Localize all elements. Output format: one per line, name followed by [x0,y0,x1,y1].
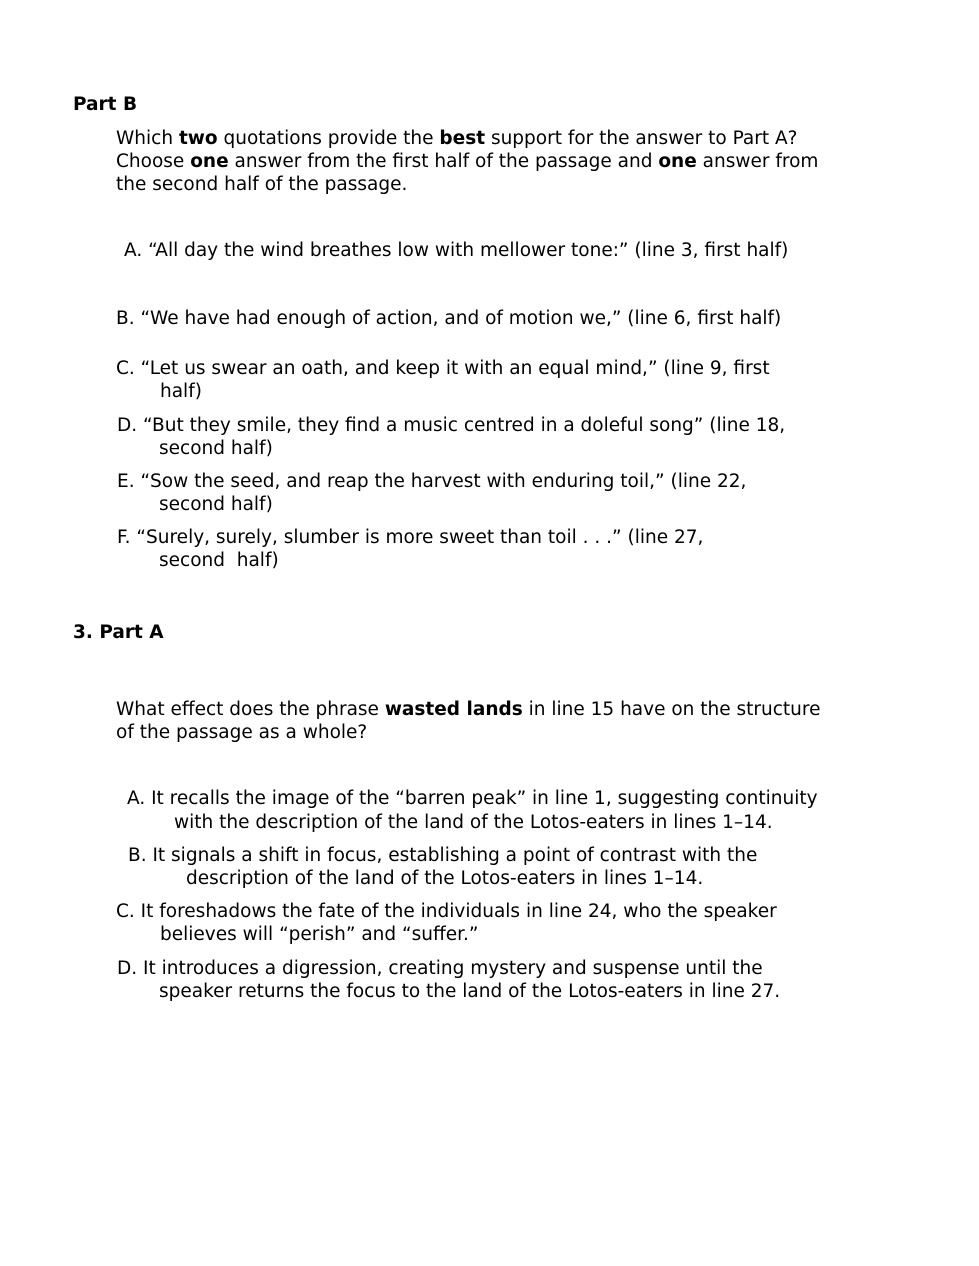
part-b-option-d-cont: second half) [159,438,273,459]
part-b-heading: Part B [73,94,138,115]
q3-option-d: D. It introduces a digression, creating mystery and suspense until the [117,958,763,979]
q3-question-line-1: What effect does the phrase wasted lands in line 15 have on the structure [116,699,821,720]
part-b-question-line-3: the second half of the passage. [116,174,408,195]
q3-part-a-heading: 3. Part A [73,622,164,643]
part-b-option-a: A. “All day the wind breathes low with mellower tone:” (line 3, first half) [124,240,789,261]
part-b-question-line-1: Which two quotations provide the best support for the answer to Part A? [116,128,798,149]
part-b-option-f-cont: second half) [159,550,279,571]
part-b-option-e: E. “Sow the seed, and reap the harvest with enduring toil,” (line 22, [117,471,747,492]
part-b-option-d: D. “But they smile, they find a music centred in a doleful song” (line 18, [117,415,786,436]
q3-option-b: B. It signals a shift in focus, establishing a point of contrast with the [128,845,758,866]
q3-option-d-cont: speaker returns the focus to the land of the Lotos-eaters in line 27. [159,981,781,1002]
q3-option-c-cont: believes will “perish” and “suffer.” [160,924,479,945]
part-b-option-b: B. “We have had enough of action, and of motion we,” (line 6, first half) [116,308,782,329]
part-b-option-f: F. “Surely, surely, slumber is more sweet than toil . . .” (line 27, [117,527,704,548]
part-b-option-c-cont: half) [160,381,202,402]
part-b-question-line-2: Choose one answer from the first half of the passage and one answer from [116,151,819,172]
q3-option-b-cont: description of the land of the Lotos-eaters in lines 1–14. [186,868,704,889]
part-b-option-c: C. “Let us swear an oath, and keep it with an equal mind,” (line 9, first [116,358,770,379]
part-b-option-e-cont: second half) [159,494,273,515]
q3-option-a: A. It recalls the image of the “barren peak” in line 1, suggesting continuity [127,788,818,809]
q3-option-c: C. It foreshadows the fate of the individuals in line 24, who the speaker [116,901,777,922]
q3-question-line-2: of the passage as a whole? [116,722,368,743]
q3-option-a-cont: with the description of the land of the Lotos-eaters in lines 1–14. [174,812,773,833]
